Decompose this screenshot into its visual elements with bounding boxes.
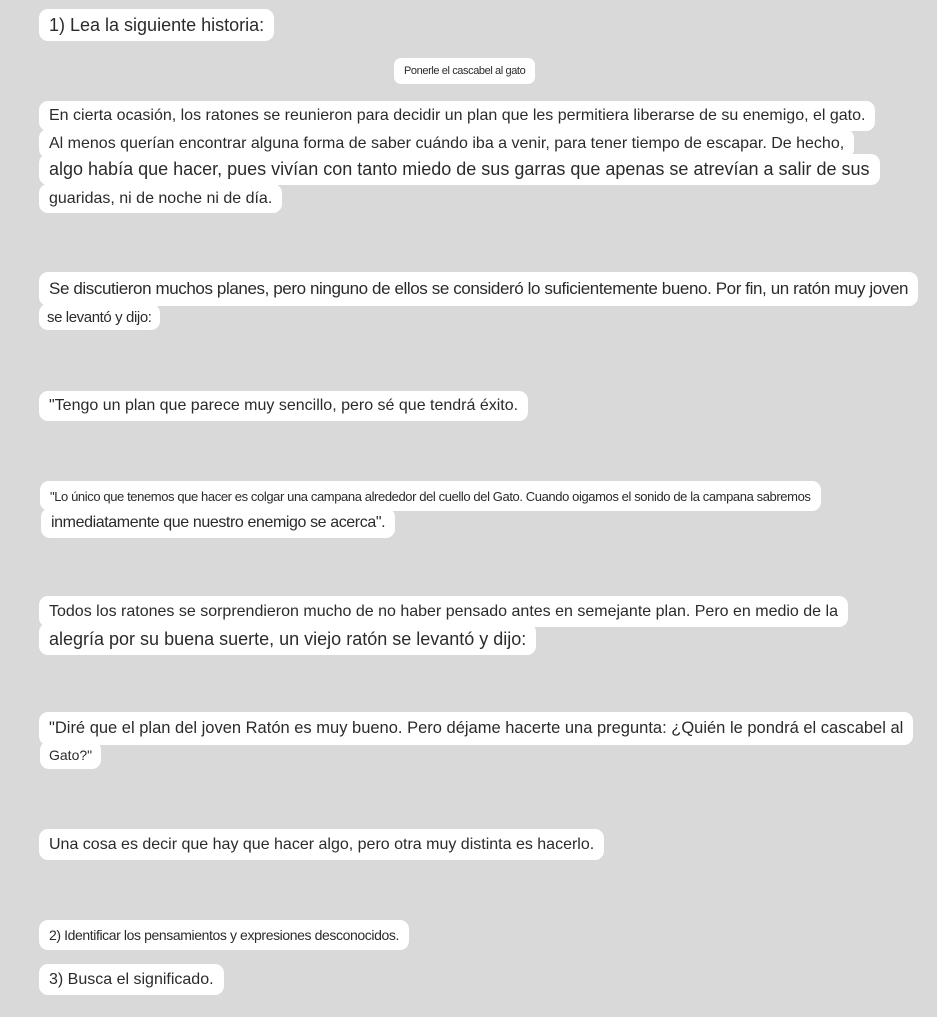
paragraph-1-line-3 bbox=[39, 154, 880, 185]
paragraph-4-line-1-text: "Lo único que tenemos que hacer es colgar una campana alrededor del cuello del Gato. Cuando oigamos el sonido de la campana sabremos bbox=[50, 488, 811, 504]
paragraph-4-line-2 bbox=[41, 508, 395, 538]
paragraph-6-line-1-text: "Diré que el plan del joven Ratón es muy bueno. Pero déjame hacerte una pregunta: ¿Quién le pondrá el cascabel al bbox=[49, 719, 904, 737]
paragraph-1-line-4 bbox=[39, 184, 282, 213]
paragraph-2-line-1-text: Se discutieron muchos planes, pero ninguno de ellos se consideró lo suficientemente bueno. Por fin, un ratón muy joven bbox=[49, 279, 909, 298]
paragraph-2-line-1 bbox=[39, 272, 918, 306]
question-1 bbox=[39, 9, 274, 41]
paragraph-1-line-2-text: Al menos querían encontrar alguna forma de saber cuándo iba a venir, para tener tiempo de escapar. De hecho, bbox=[49, 134, 845, 152]
story-title-text: Ponerle el cascabel al gato bbox=[404, 65, 526, 77]
question-2 bbox=[39, 920, 409, 950]
paragraph-4-line-1 bbox=[40, 481, 821, 511]
paragraph-3 bbox=[39, 391, 528, 421]
paragraph-1-line-3-text: algo había que hacer, pues vivían con tanto miedo de sus garras que apenas se atrevían a salir de sus bbox=[49, 159, 870, 179]
paragraph-5-line-2 bbox=[39, 623, 536, 655]
question-3 bbox=[39, 964, 224, 995]
question-3-text: 3) Busca el significado. bbox=[49, 970, 214, 988]
paragraph-1-line-4-text: guaridas, ni de noche ni de día. bbox=[49, 189, 273, 207]
paragraph-7-text: Una cosa es decir que hay que hacer algo, pero otra muy distinta es hacerlo. bbox=[49, 835, 595, 853]
paragraph-6-line-2-text: Gato?" bbox=[49, 747, 93, 763]
question-1-text: 1) Lea la siguiente historia: bbox=[49, 14, 265, 35]
paragraph-1-line-1 bbox=[39, 101, 875, 131]
paragraph-4-line-2-text: inmediatamente que nuestro enemigo se acerca". bbox=[51, 514, 386, 531]
paragraph-3-text: "Tengo un plan que parece muy sencillo, pero sé que tendrá éxito. bbox=[49, 397, 519, 414]
paragraph-6-line-2 bbox=[40, 741, 101, 769]
question-2-text: 2) Identificar los pensamientos y expresiones desconocidos. bbox=[49, 927, 399, 943]
paragraph-7 bbox=[39, 829, 604, 860]
paragraph-2-line-2 bbox=[39, 304, 160, 330]
paragraph-2-line-2-text: se levantó y dijo: bbox=[47, 308, 152, 326]
paragraph-5-line-2-text: alegría por su buena suerte, un viejo ratón se levantó y dijo: bbox=[49, 628, 527, 649]
paragraph-1-line-1-text: En cierta ocasión, los ratones se reunieron para decidir un plan que les permitiera liberarse de su enemigo, el gato. bbox=[49, 107, 866, 124]
paragraph-5-line-1-text: Todos los ratones se sorprendieron mucho de no haber pensado antes en semejante plan. Pero en medio de la bbox=[49, 602, 838, 620]
paragraph-6-line-1 bbox=[39, 712, 913, 745]
story-title bbox=[394, 58, 535, 84]
